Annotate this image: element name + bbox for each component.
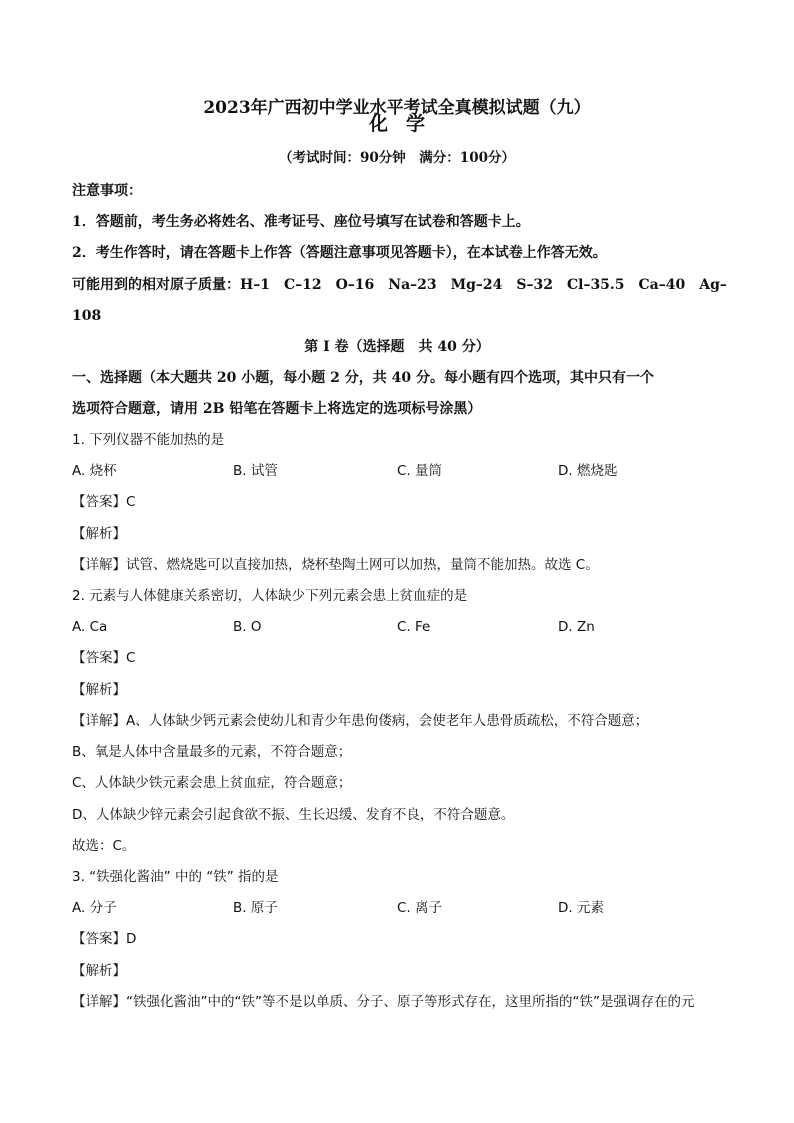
atomic-mass-line-2: 108 — [72, 308, 102, 324]
question-2-detail-5: 故选：C。 — [72, 838, 136, 854]
notes-heading: 注意事项： — [72, 183, 142, 199]
question-1-stem: 1. 下列仪器不能加热的是 — [72, 432, 225, 448]
question-2-detail-2: B、氧是人体中含量最多的元素，不符合题意； — [72, 744, 352, 760]
option-b: B. 原子 — [233, 900, 278, 916]
section-heading: 第 I 卷（选择题 共 40 分） — [304, 339, 490, 355]
question-2-analysis: 【解析】 — [72, 682, 126, 698]
option-d: D. 燃烧匙 — [558, 463, 618, 479]
option-a: A. 烧杯 — [72, 463, 117, 479]
question-1-answer: 【答案】C — [72, 494, 136, 510]
exam-title: 2023年广西初中学业水平考试全真模拟试题（九） — [203, 98, 591, 118]
option-d: D. Zn — [558, 619, 595, 635]
question-3-analysis: 【解析】 — [72, 963, 126, 979]
section-instruction-line-1: 一、选择题（本大题共 20 小题，每小题 2 分，共 40 分。每小题有四个选项，其中只有一个 — [72, 370, 654, 386]
question-3-detail: 【详解】“铁强化酱油”中的“铁”等不是以单质、分子、原子等形式存在，这里所指的“铁”是强调存在的元 — [72, 994, 695, 1010]
question-1-analysis: 【解析】 — [72, 526, 126, 542]
question-2-detail-1: 【详解】A、人体缺少钙元素会使幼儿和青少年患佝偻病，会使老年人患骨质疏松，不符合题意； — [72, 713, 649, 729]
option-a: A. 分子 — [72, 900, 117, 916]
option-c: C. Fe — [397, 619, 431, 635]
question-2-answer: 【答案】C — [72, 650, 136, 666]
subject-title: 化学 — [368, 113, 443, 135]
option-d: D. 元素 — [558, 900, 604, 916]
question-3-answer: 【答案】D — [72, 931, 137, 947]
section-instruction-line-2: 选项符合题意，请用 2B 铅笔在答题卡上将选定的选项标号涂黑） — [72, 401, 482, 417]
option-c: C. 离子 — [397, 900, 443, 916]
question-3-stem: 3. “铁强化酱油” 中的 “铁” 指的是 — [72, 869, 279, 885]
exam-info: （考试时间：90分钟 满分：100分） — [279, 150, 515, 166]
question-2-detail-3: C、人体缺少铁元素会患上贫血症，符合题意； — [72, 775, 352, 791]
question-2-detail-4: D、人体缺少锌元素会引起食欲不振、生长迟缓、发育不良，不符合题意。 — [72, 807, 515, 823]
question-1-detail: 【详解】试管、燃烧匙可以直接加热，烧杯垫陶土网可以加热，量筒不能加热。故选 C。 — [72, 557, 599, 573]
question-2-stem: 2. 元素与人体健康关系密切，人体缺少下列元素会患上贫血症的是 — [72, 588, 468, 604]
option-c: C. 量筒 — [397, 463, 443, 479]
atomic-mass-line-1: 可能用到的相对原子质量：H–1 C–12 O–16 Na–23 Mg–24 S–32 Cl–35.5 Ca–40 Ag– — [72, 277, 727, 293]
note-item-2: 2．考生作答时，请在答题卡上作答（答题注意事项见答题卡），在本试卷上作答无效。 — [72, 245, 607, 261]
option-a: A. Ca — [72, 619, 108, 635]
option-b: B. 试管 — [233, 463, 278, 479]
note-item-1: 1．答题前，考生务必将姓名、准考证号、座位号填写在试卷和答题卡上。 — [72, 214, 530, 230]
option-b: B. O — [233, 619, 262, 635]
